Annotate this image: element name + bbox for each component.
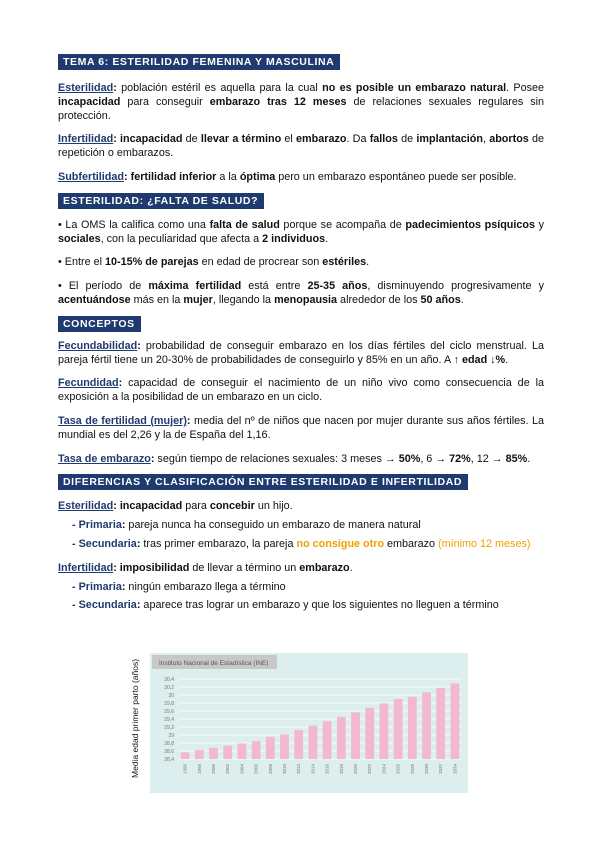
bold-text: padecimientos psíquicos — [405, 218, 535, 231]
text: . — [527, 452, 531, 465]
y-axis-label: Media edad primer parto (años) — [130, 658, 140, 778]
bar — [237, 743, 246, 759]
term-infertilidad-2: Infertilidad — [58, 561, 114, 574]
bold-text: 50% — [398, 452, 421, 465]
text: a la — [216, 170, 240, 183]
falta-p1 — [58, 219, 544, 247]
x-tick-label: 2018 — [338, 764, 344, 775]
x-tick-label: 2020 — [353, 764, 358, 775]
text: , con la peculiaridad que afecta a — [100, 232, 263, 245]
bar-chart — [126, 645, 471, 820]
concepto-tasa-embarazo — [58, 453, 544, 467]
bold-text: concebir — [209, 500, 255, 513]
text: de relaciones sexuales regulares sin protección. — [58, 95, 544, 122]
bold-text: imposibilidad — [119, 561, 190, 574]
text: de — [397, 133, 417, 146]
bold-text: no es posible un embarazo natural — [322, 82, 507, 94]
chart-edad-primer-parto — [126, 645, 471, 820]
concepto-fecundabilidad — [58, 340, 544, 368]
term-tasa-fertilidad: Tasa de fertilidad (mujer) — [58, 414, 187, 427]
colon: : — [113, 82, 117, 94]
text: en edad de procrear son — [198, 256, 323, 269]
section-header: CONCEPTOS — [58, 316, 141, 332]
bar — [422, 692, 431, 759]
y-ticks — [164, 677, 174, 763]
text: pareja nunca ha conseguido un embarazo de manera natural — [125, 519, 421, 532]
y-tick-label: 28,8 — [164, 741, 174, 747]
x-tick-label: 2026 — [395, 764, 401, 775]
header-conceptos — [58, 314, 544, 332]
text: tras primer embarazo, la pareja — [140, 537, 297, 550]
text: y — [535, 218, 545, 231]
text: alrededor de los — [337, 293, 421, 306]
bar — [266, 737, 275, 759]
text: probabilidad de conseguir embarazo en los días fértiles del ciclo menstrual. La pareja fértil tiene un 20-30% de probabilidades de conseguirlo y 85% en un año. A — [58, 339, 544, 366]
y-tick-label: 30 — [168, 693, 174, 699]
bold-text: embarazo — [296, 133, 347, 146]
x-tick-label: 2012 — [296, 764, 302, 775]
bar — [351, 712, 360, 759]
text: población estéril es aquella para la cual — [116, 82, 323, 94]
bold-text: 50 años — [420, 293, 461, 306]
colon: : — [118, 377, 123, 390]
colon: : — [136, 599, 141, 612]
text: para conseguir — [120, 95, 210, 108]
y-tick-label: 29,4 — [164, 717, 174, 723]
bold-text: 10-15% de parejas — [105, 256, 199, 269]
text: . — [349, 561, 353, 574]
bold-text: ↑ edad ↓% — [453, 353, 506, 366]
term-esterilidad: Esterilidad — [58, 82, 114, 94]
dash: - — [72, 580, 79, 593]
bold-text: implantación — [416, 133, 483, 146]
bold-text: menopausia — [274, 293, 338, 306]
text: para — [182, 500, 210, 513]
bar — [365, 708, 374, 759]
bar — [408, 697, 417, 759]
text: • Entre el — [58, 256, 105, 269]
bold-text: falta de salud — [209, 218, 280, 231]
text: . — [325, 232, 329, 245]
clasif-infertilidad — [58, 562, 544, 576]
term-fecundidad: Fecundidad — [58, 377, 119, 390]
text: . — [460, 293, 464, 306]
bar — [181, 752, 190, 759]
x-tick-label: 2030 — [424, 764, 429, 775]
colon: : — [136, 537, 141, 550]
colon: : — [121, 580, 126, 593]
text: según tiempo de relaciones sexuales: 3 meses → — [154, 452, 399, 465]
bold-text: acentuándose — [58, 293, 131, 306]
y-tick-label: 29,8 — [164, 701, 174, 707]
bar — [337, 717, 346, 759]
dash: - — [72, 599, 79, 612]
text: . Da — [346, 133, 370, 146]
clasif-esterilidad — [58, 500, 544, 514]
text: • El período de — [58, 280, 149, 293]
bar — [379, 703, 388, 759]
def-infertilidad — [58, 133, 544, 161]
x-tick-label: 2008 — [267, 764, 273, 775]
list-item-inf-secundaria — [72, 599, 544, 613]
label-secundaria: Secundaria — [78, 599, 137, 612]
section-header: ESTERILIDAD: ¿FALTA DE SALUD? — [58, 193, 264, 209]
text: . Posee — [506, 82, 544, 94]
bar — [294, 730, 303, 759]
term-fecundabilidad: Fecundabilidad — [58, 339, 138, 352]
y-tick-label: 29,2 — [164, 725, 174, 731]
text: un hijo. — [254, 500, 293, 513]
bold-text: mujer — [183, 293, 213, 306]
text: de — [182, 133, 201, 146]
def-esterilidad — [58, 82, 544, 123]
bold-text: incapacidad — [58, 95, 121, 108]
colon: : — [113, 500, 117, 513]
text: , llegando la — [212, 293, 275, 306]
bold-text: incapacidad — [120, 133, 183, 146]
header-tema — [58, 52, 544, 70]
term-esterilidad-2: Esterilidad — [58, 500, 114, 513]
list-item-inf-primaria — [72, 581, 544, 595]
x-tick-label: 2016 — [324, 764, 330, 775]
y-tick-label: 28,6 — [164, 749, 174, 755]
header-falta-salud — [58, 191, 544, 209]
text: más en la — [130, 293, 184, 306]
colon: : — [121, 519, 126, 532]
colon: : — [186, 414, 191, 427]
bold-text: máxima fertilidad — [148, 280, 242, 293]
text: . — [366, 256, 370, 269]
colon: : — [123, 170, 128, 183]
concepto-tasa-fertilidad — [58, 415, 544, 443]
label-primaria: Primaria — [78, 580, 122, 593]
orange-text: (mínimo 12 meses) — [438, 537, 531, 550]
x-tick-label: 2014 — [310, 764, 316, 775]
bar — [280, 735, 289, 759]
bold-text: estériles — [322, 256, 367, 269]
list-item-est-primaria — [72, 519, 544, 533]
x-tick-label: 2032 — [438, 764, 444, 775]
orange-bold-text: no consigue otro — [296, 537, 385, 550]
bar — [436, 688, 445, 759]
dash: - — [72, 537, 79, 550]
x-tick-label: 2000 — [211, 764, 216, 775]
falta-p2 — [58, 256, 544, 270]
bar — [209, 748, 218, 759]
y-tick-label: 29,6 — [164, 709, 174, 715]
bold-text: embarazo tras 12 meses — [209, 95, 347, 108]
chart-title: Instituto Nacional de Estadística (INE) — [159, 660, 269, 667]
colon: : — [113, 133, 117, 146]
bar — [323, 721, 332, 759]
text: porque se acompaña de — [279, 218, 406, 231]
text: el — [281, 133, 297, 146]
term-tasa-embarazo: Tasa de embarazo — [58, 452, 151, 465]
text: capacidad de conseguir el nacimiento de un niño vivo como consecuencia de la exposición a la posibilidad de un embarazo en un ciclo. — [58, 377, 544, 404]
dash: - — [72, 519, 79, 532]
bold-text: fallos — [369, 133, 398, 146]
text: de llevar a término un — [189, 561, 300, 574]
text: aparece tras lograr un embarazo y que los siguientes no lleguen a término — [140, 599, 499, 612]
y-tick-label: 30,4 — [164, 677, 174, 683]
x-tick-label: 2022 — [367, 764, 373, 775]
section-header: TEMA 6: ESTERILIDAD FEMENINA Y MASCULINA — [58, 54, 340, 70]
label-primaria: Primaria — [78, 519, 122, 532]
header-diferencias — [58, 472, 544, 490]
x-tick-label: 2004 — [239, 764, 245, 775]
text: , — [482, 133, 490, 146]
colon: : — [113, 561, 117, 574]
bold-text: 85% — [505, 452, 528, 465]
x-tick-label: 1998 — [196, 764, 202, 775]
text: ningún embarazo llega a término — [125, 580, 286, 593]
list-item-est-secundaria — [72, 538, 544, 552]
bold-text: incapacidad — [119, 500, 183, 513]
text: pero un embarazo espontáneo puede ser posible. — [275, 170, 517, 183]
section-header: DIFERENCIAS Y CLASIFICACIÓN ENTRE ESTERILIDAD E INFERTILIDAD — [58, 474, 468, 490]
text: , 6 → — [420, 452, 450, 465]
bold-text: 2 individuos — [262, 232, 326, 245]
text: • La OMS la califica como una — [58, 218, 210, 231]
y-tick-label: 28,4 — [164, 757, 174, 763]
label-secundaria: Secundaria — [78, 537, 137, 550]
x-tick-label: 2024 — [381, 764, 387, 775]
x-tick-label: 2028 — [409, 764, 415, 775]
term-subfertilidad: Subfertilidad — [58, 170, 124, 183]
bold-text: fertilidad inferior — [130, 170, 217, 183]
x-tick-label: 2006 — [253, 764, 259, 775]
bold-text: llevar a término — [200, 133, 282, 146]
bar — [394, 699, 403, 759]
text: . — [505, 353, 509, 366]
text: de repetición o embarazos. — [58, 133, 545, 160]
bar — [252, 741, 261, 759]
def-subfertilidad — [58, 171, 544, 185]
colon: : — [150, 452, 155, 465]
bar — [195, 750, 204, 759]
bar — [308, 726, 317, 759]
text: , disminuyendo progresivamente y — [367, 280, 544, 293]
y-tick-label: 30,2 — [164, 685, 174, 691]
bold-text: 25-35 años — [307, 280, 368, 293]
term-infertilidad: Infertilidad — [58, 133, 114, 146]
y-tick-label: 29 — [168, 733, 174, 739]
bold-text: abortos — [489, 133, 529, 146]
page — [58, 52, 544, 613]
x-tick-label: 2010 — [282, 764, 287, 775]
text: media del nº de niños que nacen por mujer durante sus años fértiles. La mundial es del 2,26 y la de España del 1,16. — [58, 414, 544, 441]
bar — [450, 683, 459, 759]
text: embarazo — [384, 537, 439, 550]
text: , 12 → — [470, 452, 506, 465]
x-tick-label: 2034 — [452, 764, 458, 775]
bar — [223, 746, 232, 759]
x-tick-label: 1996 — [182, 764, 188, 775]
colon: : — [137, 339, 141, 352]
bold-text: óptima — [239, 170, 276, 183]
bold-text: sociales — [58, 232, 101, 245]
x-tick-label: 2002 — [225, 764, 231, 775]
text: está entre — [241, 280, 308, 293]
bold-text: embarazo — [299, 561, 350, 574]
bold-text: 72% — [449, 452, 471, 465]
falta-p3 — [58, 280, 544, 308]
concepto-fecundidad — [58, 377, 544, 405]
